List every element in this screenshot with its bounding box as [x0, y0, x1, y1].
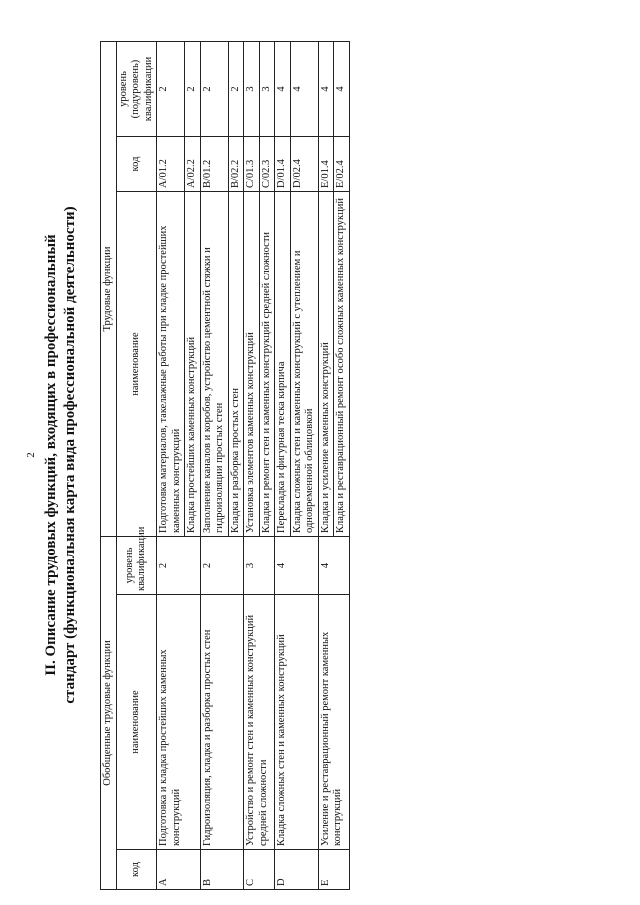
- row-code: C: [244, 850, 275, 890]
- row-level: 4: [318, 537, 349, 595]
- function-name: Заполнение каналов и коробов, устройство цементной стяжки и гидроизоляции простых стен: [200, 192, 228, 537]
- function-name: Кладка и реставрационный ремонт особо сложных каменных конструкций: [334, 192, 350, 537]
- function-name: Подготовка материалов, такелажные работы при кладке простейших каменных конструкций: [157, 192, 185, 537]
- row-level: 3: [244, 537, 275, 595]
- function-level: 3: [244, 41, 260, 136]
- function-level: 3: [259, 41, 275, 136]
- header-name: наименование: [116, 595, 157, 850]
- header-code: код: [116, 850, 157, 890]
- title-line-1: II. Описание трудовых функций, входящих в профессиональный: [43, 234, 59, 676]
- functional-map-table: [100, 41, 350, 890]
- function-level: 2: [157, 41, 185, 136]
- function-level: 4: [334, 41, 350, 136]
- function-code: B/02.2: [228, 137, 244, 192]
- function-name: Кладка сложных стен и каменных конструкций с утеплением и одновременной облицовкой: [290, 192, 318, 537]
- function-name: Кладка и ремонт стен и каменных конструкций средней сложности: [259, 192, 275, 537]
- row-code: A: [157, 850, 201, 890]
- row-name: Гидроизоляция, кладка и разборка простых стен: [200, 595, 244, 850]
- function-code: A/02.2: [185, 137, 201, 192]
- function-name: Кладка и разборка простых стен: [228, 192, 244, 537]
- header-function-code: код: [116, 137, 157, 192]
- function-level: 4: [290, 41, 318, 136]
- header-labor-functions: Трудовые функции: [101, 41, 117, 536]
- page-number: 2: [24, 452, 37, 458]
- function-level: 4: [318, 41, 334, 136]
- row-name: Усиление и реставрационный ремонт каменных конструкций: [318, 595, 349, 850]
- row-code: B: [200, 850, 244, 890]
- function-level: 2: [185, 41, 201, 136]
- header-sublevel: уровень (подуровень) квалификации: [116, 41, 157, 136]
- function-name: Перекладка и фигурная теска кирпича: [275, 192, 291, 537]
- row-level: 2: [157, 537, 201, 595]
- function-code: E/02.4: [334, 137, 350, 192]
- function-code: C/02.3: [259, 137, 275, 192]
- function-level: 4: [275, 41, 291, 136]
- function-code: B/01.2: [200, 137, 228, 192]
- header-qualification-level: уровень квалификации: [116, 537, 157, 595]
- function-name: Установка элементов каменных конструкций: [244, 192, 260, 537]
- table-row: [244, 41, 260, 889]
- page-title: [42, 45, 80, 865]
- table-row: [275, 41, 291, 889]
- table-row: [200, 41, 228, 889]
- row-level: 4: [275, 537, 319, 595]
- function-code: D/01.4: [275, 137, 291, 192]
- function-level: 2: [228, 41, 244, 136]
- row-name: Подготовка и кладка простейших каменных конструкций: [157, 595, 201, 850]
- function-code: C/01.3: [244, 137, 260, 192]
- table-row: [318, 41, 334, 889]
- function-name: Кладка простейших каменных конструкций: [185, 192, 201, 537]
- function-code: A/01.2: [157, 137, 185, 192]
- row-level: 2: [200, 537, 244, 595]
- header-generalized-functions: Обобщенные трудовые функции: [101, 537, 117, 890]
- table-row: [157, 41, 185, 889]
- title-line-2: стандарт (функциональная карта вида профессиональной деятельности): [62, 206, 78, 704]
- row-name: Кладка сложных стен и каменных конструкций: [275, 595, 319, 850]
- function-name: Кладка и усиление каменных конструкций: [318, 192, 334, 537]
- row-code: D: [275, 850, 319, 890]
- function-code: D/02.4: [290, 137, 318, 192]
- function-code: E/01.4: [318, 137, 334, 192]
- row-code: E: [318, 850, 349, 890]
- row-name: Устройство и ремонт стен и каменных конструкций средней сложности: [244, 595, 275, 850]
- function-level: 2: [200, 41, 228, 136]
- header-function-name: наименование: [116, 192, 157, 537]
